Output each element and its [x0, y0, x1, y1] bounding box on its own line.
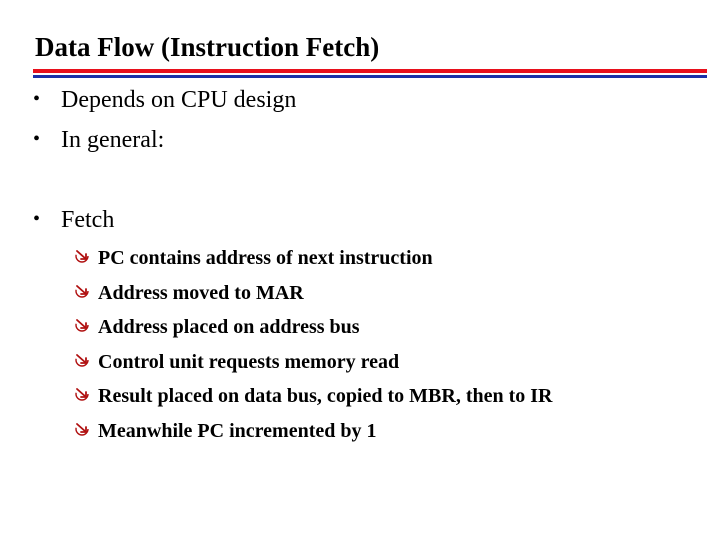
bullet-marker: •	[33, 128, 41, 150]
title-rule-red	[33, 69, 707, 73]
bullet-item	[33, 128, 164, 152]
slide-title: Data Flow (Instruction Fetch)	[35, 32, 380, 62]
bullet-text: In general:	[61, 127, 165, 153]
fetch-step-text: Control unit requests memory read	[98, 351, 400, 373]
bullet-text: Fetch	[61, 207, 115, 233]
hook-arrow-icon	[74, 282, 98, 300]
fetch-step-text: Result placed on data bus, copied to MBR, then to IR	[98, 385, 553, 407]
hook-arrow-icon	[74, 420, 98, 438]
hook-arrow-icon	[74, 385, 98, 403]
hook-arrow-icon	[74, 351, 98, 369]
fetch-step	[74, 420, 377, 441]
hook-arrow-icon	[74, 316, 98, 334]
bullet-marker: •	[33, 208, 41, 230]
fetch-step	[74, 385, 552, 406]
fetch-step	[74, 351, 399, 372]
fetch-step-text: PC contains address of next instruction	[98, 247, 433, 269]
hook-arrow-icon	[74, 247, 98, 265]
bullet-marker: •	[33, 88, 41, 110]
bullet-item	[33, 88, 296, 112]
bullet-item	[33, 208, 114, 232]
fetch-step-text: Address placed on address bus	[98, 316, 360, 338]
title-rule-blue	[33, 75, 707, 78]
fetch-step	[74, 282, 304, 303]
fetch-step-text: Address moved to MAR	[98, 282, 304, 304]
fetch-step	[74, 316, 360, 337]
fetch-step	[74, 247, 433, 268]
bullet-text: Depends on CPU design	[61, 87, 297, 113]
fetch-step-text: Meanwhile PC incremented by 1	[98, 420, 377, 442]
